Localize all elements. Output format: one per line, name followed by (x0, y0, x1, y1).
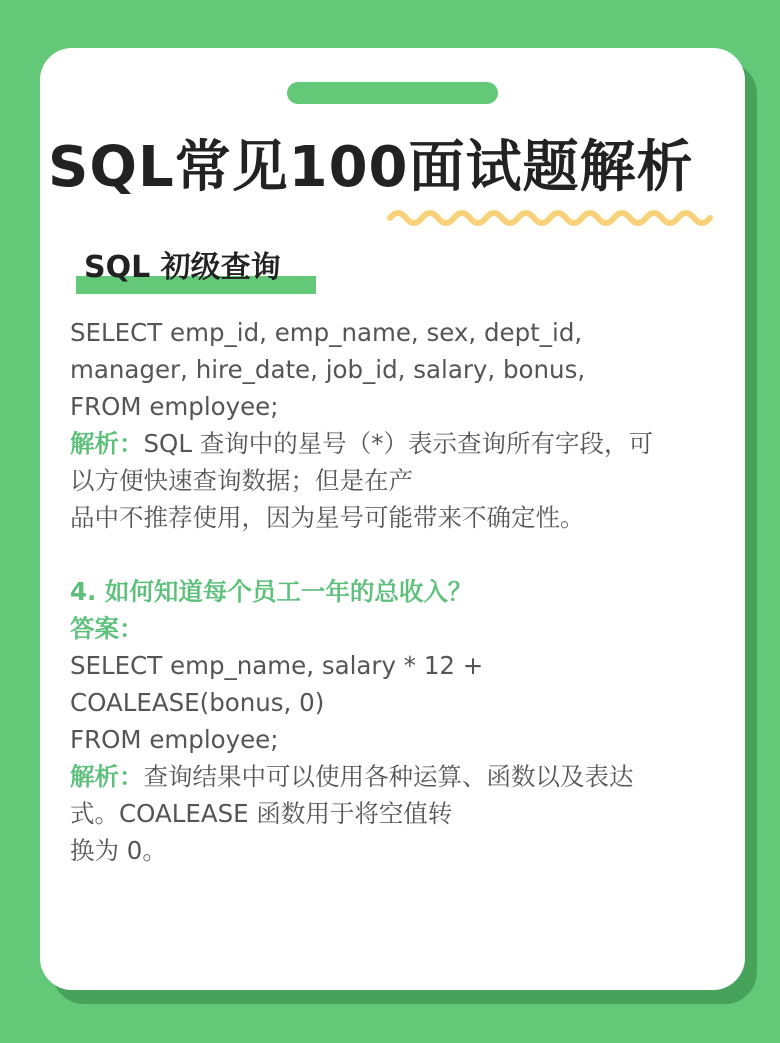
analysis-label: 解析： (70, 429, 144, 458)
page-title: SQL常见100面试题解析 (48, 135, 694, 200)
analysis-text: 查询结果中可以使用各种运算、函数以及表达 (143, 762, 634, 791)
card-handle-decoration (287, 82, 498, 104)
analysis-line: 换为 0。 (70, 836, 167, 865)
code-line: SELECT emp_name, salary * 12 + (70, 651, 484, 680)
code-line: SELECT emp_id, emp_name, sex, dept_id, (70, 318, 583, 347)
analysis-line: 品中不推荐使用，因为星号可能带来不确定性。 (70, 503, 585, 532)
code-line: FROM employee; (70, 392, 279, 421)
code-line: COALEASE(bonus, 0) (70, 688, 325, 717)
analysis-label: 解析： (70, 762, 144, 791)
section-title: SQL 初级查询 (84, 250, 281, 285)
spacer (70, 536, 740, 573)
analysis-line (70, 425, 740, 462)
analysis-text: SQL 查询中的星号（*）表示查询所有字段，可 (143, 429, 654, 458)
analysis-line (70, 758, 740, 795)
wavy-underline-decoration (386, 206, 718, 230)
analysis-line: 以方便快速查询数据；但是在产 (70, 466, 413, 495)
question-heading: 4. 如何知道每个员工一年的总收入？ (70, 577, 473, 606)
article-content (70, 314, 740, 869)
code-line: FROM employee; (70, 725, 279, 754)
code-line: manager, hire_date, job_id, salary, bonus, (70, 355, 586, 384)
analysis-line: 式。COALEASE 函数用于将空值转 (70, 799, 453, 828)
answer-label: 答案： (70, 614, 144, 643)
